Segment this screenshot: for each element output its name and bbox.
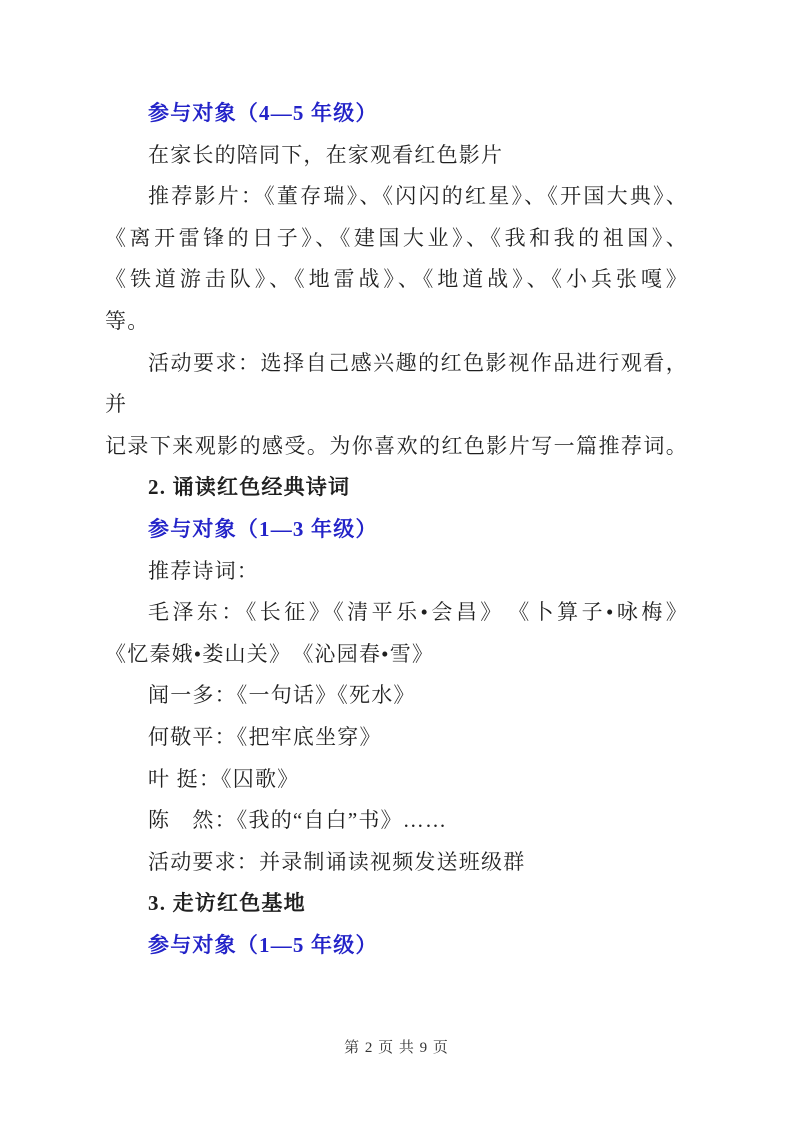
- body-text-line: 《忆秦娥•娄山关》 《沁园春•雪》: [105, 641, 435, 666]
- section-heading: 2. 诵读红色经典诗词: [148, 475, 351, 500]
- body-text-line: 推荐影片：《董存瑞》、《闪闪的红星》、《开国大典》、: [148, 184, 688, 209]
- document-content: [105, 93, 688, 966]
- page-footer: [0, 1036, 793, 1057]
- body-text-line: 陈 然：《我的“自白”书》……: [148, 808, 448, 833]
- participants-heading: 参与对象（1—3 年级）: [148, 516, 378, 541]
- body-text-line: 《离开雷锋的日子》、《建国大业》、《我和我的祖国》、: [105, 225, 688, 250]
- body-text-line: 《铁道游击队》、《地雷战》、《地道战》、《小兵张嘎》: [105, 267, 688, 292]
- body-text-line: 在家长的陪同下，在家观看红色影片: [148, 142, 504, 167]
- body-text-line: 活动要求：并录制诵读视频发送班级群: [148, 849, 526, 874]
- body-text-line: 推荐诗词：: [148, 558, 259, 583]
- participants-heading: 参与对象（4—5 年级）: [148, 101, 378, 125]
- section-heading: 3. 走访红色基地: [148, 891, 306, 916]
- body-text-line: 何敬平：《把牢底坐穿》: [148, 724, 382, 749]
- body-text-line: 记录下来观影的感受。为你喜欢的红色影片写一篇推荐词。: [105, 433, 688, 458]
- body-text-line: 闻一多：《一句话》《死水》: [148, 683, 416, 708]
- page-number-text: 第 2 页 共 9 页: [344, 1040, 449, 1056]
- participants-heading: 参与对象（1—5 年级）: [148, 932, 378, 957]
- body-text-line: 叶 挺：《囚歌》: [148, 766, 300, 791]
- body-text-line: 活动要求：选择自己感兴趣的红色影视作品进行观看，并: [105, 350, 688, 417]
- body-text-line: 等。: [105, 308, 150, 333]
- body-text-line: 毛泽东：《长征》《清平乐•会昌》 《卜算子•咏梅》: [148, 600, 688, 625]
